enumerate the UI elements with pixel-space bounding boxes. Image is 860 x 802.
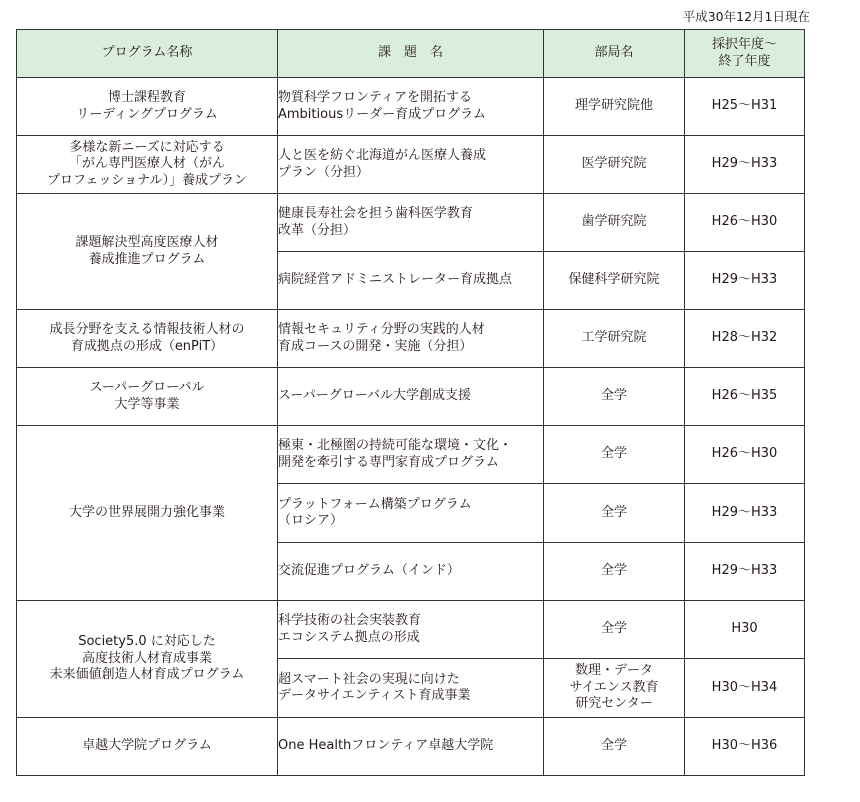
table-row bbox=[17, 194, 805, 252]
period-cell: H25～H31 bbox=[685, 78, 805, 136]
table-row bbox=[17, 718, 805, 776]
theme-cell: 極東・北極圏の持続可能な環境・文化・ 開発を牽引する専門家育成プログラム bbox=[278, 426, 544, 484]
theme-cell: 科学技術の社会実装教育 エコシステム拠点の形成 bbox=[278, 601, 544, 659]
period-cell: H26～H30 bbox=[685, 426, 805, 484]
department-cell: 全学 bbox=[544, 484, 685, 543]
table-header-row bbox=[17, 30, 805, 78]
theme-cell: 交流促進プログラム（インド） bbox=[278, 543, 544, 601]
program-name-cell: スーパーグローバル 大学等事業 bbox=[17, 368, 278, 426]
table-row bbox=[17, 601, 805, 659]
program-name-cell: 課題解決型高度医療人材 養成推進プログラム bbox=[17, 194, 278, 310]
department-cell: 全学 bbox=[544, 426, 685, 484]
table-row bbox=[17, 368, 805, 426]
theme-cell: プラットフォーム構築プログラム （ロシア） bbox=[278, 484, 544, 543]
program-name-cell: 卓越大学院プログラム bbox=[17, 718, 278, 776]
table-row bbox=[17, 310, 805, 368]
theme-cell: 情報セキュリティ分野の実践的人材 育成コースの開発・実施（分担） bbox=[278, 310, 544, 368]
period-cell: H30 bbox=[685, 601, 805, 659]
period-cell: H30～H34 bbox=[685, 659, 805, 718]
header-theme: 課 題 名 bbox=[278, 30, 544, 78]
theme-cell: 病院経営アドミニストレーター育成拠点 bbox=[278, 252, 544, 310]
period-cell: H26～H35 bbox=[685, 368, 805, 426]
department-cell: 工学研究院 bbox=[544, 310, 685, 368]
theme-cell: 人と医を紡ぐ北海道がん医療人養成 プラン（分担） bbox=[278, 136, 544, 194]
period-cell: H29～H33 bbox=[685, 136, 805, 194]
department-cell: 歯学研究院 bbox=[544, 194, 685, 252]
department-cell: 保健科学研究院 bbox=[544, 252, 685, 310]
program-name-cell: 多様な新ニーズに対応する 「がん専門医療人材（がん プロフェッショナル）」養成プラン bbox=[17, 136, 278, 194]
program-table bbox=[16, 29, 805, 776]
table-row bbox=[17, 426, 805, 484]
table-row bbox=[17, 78, 805, 136]
theme-cell: 物質科学フロンティアを開拓する Ambitiousリーダー育成プログラム bbox=[278, 78, 544, 136]
department-cell: 全学 bbox=[544, 601, 685, 659]
department-cell: 全学 bbox=[544, 368, 685, 426]
department-cell: 全学 bbox=[544, 718, 685, 776]
period-cell: H28～H32 bbox=[685, 310, 805, 368]
theme-cell: スーパーグローバル大学創成支援 bbox=[278, 368, 544, 426]
program-name-cell: 大学の世界展開力強化事業 bbox=[17, 426, 278, 601]
period-cell: H29～H33 bbox=[685, 484, 805, 543]
department-cell: 数理・データ サイエンス教育 研究センター bbox=[544, 659, 685, 718]
period-cell: H29～H33 bbox=[685, 252, 805, 310]
program-name-cell: 博士課程教育 リーディングプログラム bbox=[17, 78, 278, 136]
theme-cell: 超スマート社会の実現に向けた データサイエンティスト育成事業 bbox=[278, 659, 544, 718]
table-row bbox=[17, 136, 805, 194]
theme-cell: One Healthフロンティア卓越大学院 bbox=[278, 718, 544, 776]
theme-cell: 健康長寿社会を担う歯科医学教育 改革（分担） bbox=[278, 194, 544, 252]
department-cell: 理学研究院他 bbox=[544, 78, 685, 136]
header-program-name: プログラム名称 bbox=[17, 30, 278, 78]
program-name-cell: 成長分野を支える情報技術人材の 育成拠点の形成（enPiT） bbox=[17, 310, 278, 368]
period-cell: H29～H33 bbox=[685, 543, 805, 601]
program-name-cell: Society5.0 に対応した 高度技術人材育成事業 未来価値創造人材育成プログラム bbox=[17, 601, 278, 718]
as-of-date-note: 平成30年12月1日現在 bbox=[682, 9, 810, 24]
header-department: 部局名 bbox=[544, 30, 685, 78]
header-period: 採択年度～ 終了年度 bbox=[685, 30, 805, 78]
department-cell: 全学 bbox=[544, 543, 685, 601]
period-cell: H26～H30 bbox=[685, 194, 805, 252]
period-cell: H30～H36 bbox=[685, 718, 805, 776]
department-cell: 医学研究院 bbox=[544, 136, 685, 194]
